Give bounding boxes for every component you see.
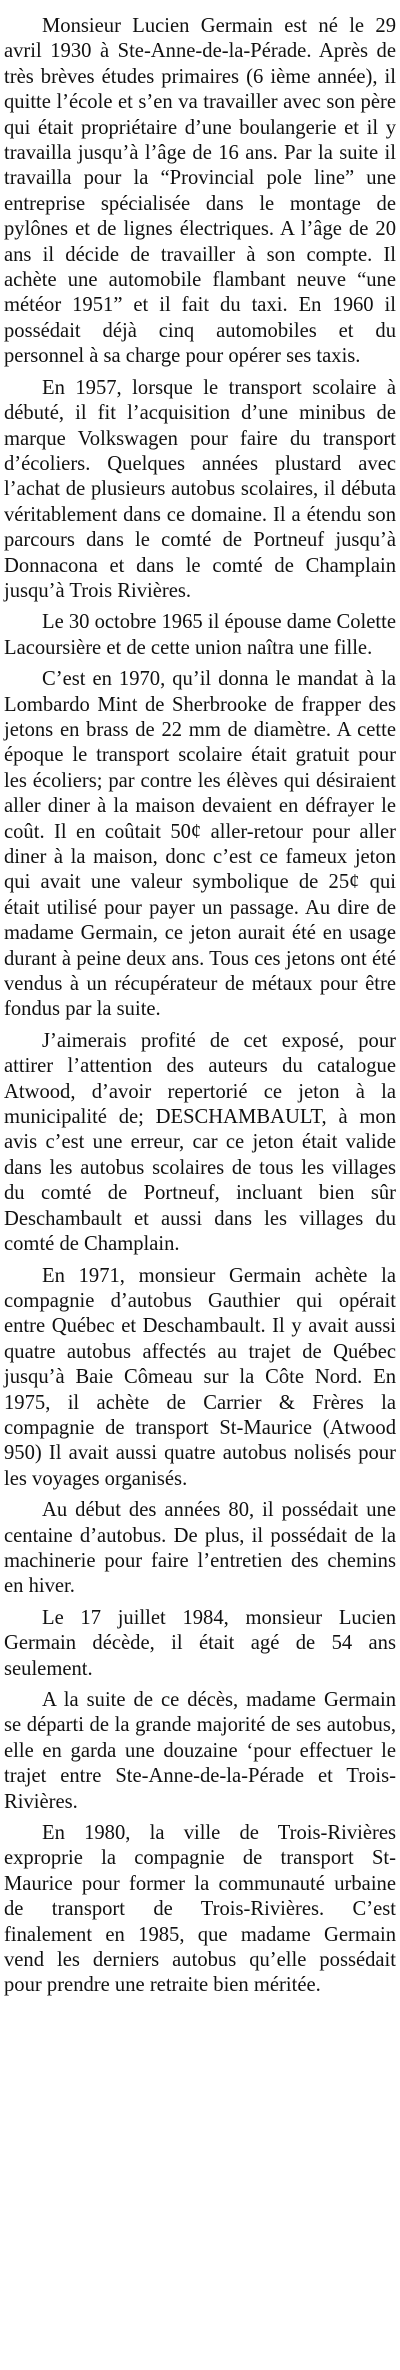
paragraph-school-transport: En 1957, lorsque le transport scolaire à débuté, il fit l’acquisition d’une minibus de marque Volkswagen pour faire du transport d’écoliers. Quelques années plustard avec l’achat de plusieurs autobus scolaires, il débuta véritablement dans ce domaine. Il a étendu son parcours dans le comté de Portneuf jusqu’à Donnacona et dans le comté de Champlain jusqu’à Trois Rivières. — [4, 376, 396, 602]
paragraph-fleet-sale: A la suite de ce décès, madame Germain se départi de la grande majorité de ses autobus, elle en garda une douzaine ‘pour effectuer le trajet entre Ste-Anne-de-la-Pérade et Trois-Rivières. — [4, 1689, 396, 1813]
paragraph-marriage: Le 30 octobre 1965 il épouse dame Colette Lacoursière et de cette union naîtra une fille. — [4, 611, 396, 659]
paragraph-atwood-catalogue-note: J’aimerais profité de cet exposé, pour attirer l’attention des auteurs du catalogue Atwood, d’avoir repertorié ce jeton à la municipalité de; DESCHAMBAULT, à mon avis c’est une erreur, car ce jeton était valide dans les autobus scolaires de tous les villages du comté de Portneuf, incluant bien sûr Deschambault et aussi dans les villages du comté de Champlain. — [4, 1029, 396, 1256]
paragraph-company-acquisitions: En 1971, monsieur Germain achète la compagnie d’autobus Gauthier qui opérait entre Québec et Deschambault. Il y avait aussi quatre autobus affectés au trajet de Québec jusqu’à Baie Cômeau sur la Côte Nord. En 1975, il achète de Carrier & Frères la compagnie de transport St-Maurice (Atwood 950) Il avait aussi quatre autobus nolisés pour les voyages organisés. — [4, 1264, 396, 1490]
paragraph-death: Le 17 juillet 1984, monsieur Lucien Germain décède, il était agé de 54 ans seulement. — [4, 1606, 396, 1680]
paragraph-token-history: C’est en 1970, qu’il donna le mandat à la Lombardo Mint de Sherbrooke de frapper des jetons en brass de 22 mm de diamètre. A cette époque le transport scolaire était gratuit pour les écoliers; par contre les élèves qui désiraient aller diner à la maison devaient en défrayer le coût. Il en coûtait 50¢ aller-retour pour aller diner à la maison, donc c’est ce fameux jeton qui avait une valeur symbolique de 25¢ qui était utilisé pour payer un passage. Au dire de madame Germain, ce jeton aurait été en usage durant à peine deux ans. Tous ces jetons ont été vendus à un récupérateur de métaux pour être fondus par la suite. — [4, 668, 396, 1021]
paragraph-biography-early-life: Monsieur Lucien Germain est né le 29 avril 1930 à Ste-Anne-de-la-Pérade. Après de très brèves études primaires (6 ième année), il quitte l’école et s’en va travailler avec son père qui était propriétaire d’une boulangerie et il y travailla jusqu’à l’âge de 16 ans. Par la suite il travailla pour la “Provincial pole line” une entreprise spécialisée dans le montage de pylônes et de lignes électriques. A l’âge de 20 ans il décide de travailler à son compte. Il achète une automobile flambant neuve “une météor 1951” et il fait du taxi. En 1960 il possédait déjà cinq automobiles et du personnel à sa charge pour opérer ses taxis. — [4, 15, 396, 368]
paragraph-expropriation-retirement: En 1980, la ville de Trois-Rivières exproprie la compagnie de transport St-Maurice pour former la communauté urbaine de transport de Trois-Rivières. C’est finalement en 1985, que madame Germain vend les derniers autobus qu’elle possédait pour prendre une retraite bien méritée. — [4, 1822, 396, 1997]
paragraph-fleet-size: Au début des années 80, il possédait une centaine d’autobus. De plus, il possédait de la machinerie pour faire l’entretien des chemins en hiver. — [4, 1499, 396, 1598]
